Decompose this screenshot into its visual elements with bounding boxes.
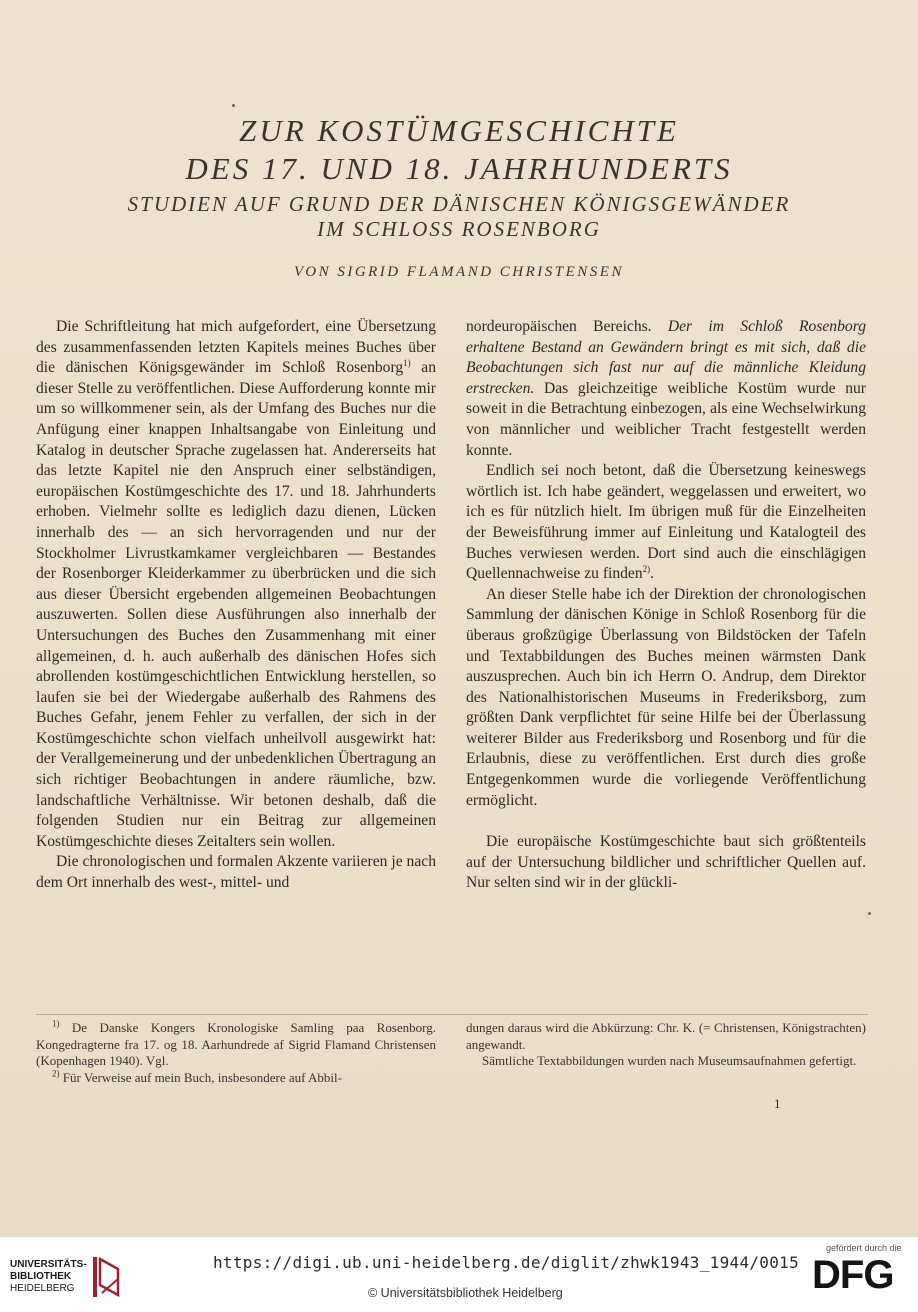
logo-line: BIBLIOTHEK xyxy=(10,1271,72,1282)
paragraph-text: Endlich sei noch betont, daß die Übersetzung keineswegs wörtlich ist. Ich habe geändert, weggelassen und erweitert, wo ich es für nützlich hielt. Im übrigen muß für die Einzelheiten der Beweisführung immer auf Einleitung und Katalogteil des Buches verwiesen werden. Dort sind auch die einschlägigen Quellennachweise zu finden xyxy=(466,462,866,583)
page-number: 1 xyxy=(774,1096,781,1111)
paragraph: Die chronologischen und formalen Akzente variieren je nach dem Ort innerhalb des west-, mittel- und xyxy=(36,853,436,892)
paragraph-text: nordeuropäischen Bereichs. xyxy=(466,318,668,335)
dfg-logo[interactable]: DFG xyxy=(812,1253,894,1297)
paragraph: An dieser Stelle habe ich der Direktion der chronologischen Sammlung der dänischen Könige in Schloß Rosenborg für die überaus großzügige Überlassung von Bildstöcken der Tafeln und Textabbildungen des Buches meinen wärmsten Dank auszusprechen. Auch bin ich Herrn O. Andrup, dem Direktor des Nationalhistorischen Museums in Frederiksborg, zum größten Dank verpflichtet für seine Hilfe bei der Überlassung weiterer Bilder aus Frederiksborg und Rosenborg und für die Erlaubnis, diese zu veröffentlichen. Erst durch dies große Entgegenkommen wurde die vorliegende Veröffentlichung ermöglicht. xyxy=(466,585,866,809)
paragraph xyxy=(466,317,866,461)
footnote-ref-2: 2) xyxy=(642,563,651,574)
library-logo[interactable] xyxy=(10,1259,87,1295)
paragraph-text: Die Schriftleitung hat mich aufgefordert, eine Übersetzung des zusammenfassenden letzten Kapitels meines Buches über die dänischen Königsgewänder im Schloß Rosenborg xyxy=(36,318,436,377)
footnotes-right xyxy=(466,1020,866,1070)
footnotes-left xyxy=(36,1020,436,1086)
italic-emphasis: Der im Schloß Rosenborg erhaltene Bestand an Gewändern bringt es mit sich, daß die Beobachtungen sich fast nur auf die männliche Kleidung erstrecken. xyxy=(466,318,866,397)
footnote-mark: 1) xyxy=(52,1018,60,1029)
title-line-2: DES 17. UND 18. JAHRHUNDERTS xyxy=(185,151,733,186)
title-line-1: ZUR KOSTÜMGESCHICHTE xyxy=(239,113,679,148)
paragraph-text: Das gleichzeitige weibliche Kostüm wurde nur soweit in die Betrachtung einbezogen, als eine Wechselwirkung von männlicher und weiblicher Tracht festgestellt werden konnte. xyxy=(466,379,866,459)
footnote-1 xyxy=(36,1020,436,1070)
logo-line: HEIDELBERG xyxy=(10,1283,75,1294)
paragraph-text: . xyxy=(650,565,655,583)
viewer-footer xyxy=(0,1236,918,1312)
scan-speck xyxy=(232,104,235,107)
article-header xyxy=(0,112,918,282)
scan-speck xyxy=(868,912,871,915)
funded-by-label: gefördert durch die xyxy=(826,1243,902,1253)
footnote-2 xyxy=(36,1070,436,1087)
footnote-text: De Danske Kongers Kronologiske Samling paa Rosenborg. Kongedragterne fra 17. og 18. Aarhundrede af Sigrid Flamand Christensen (Kopenhagen 1940). Vgl. xyxy=(36,1020,436,1068)
right-column xyxy=(466,317,866,894)
paragraph xyxy=(36,317,436,852)
author-line: VON SIGRID FLAMAND CHRISTENSEN xyxy=(294,264,624,280)
subtitle-line-2: IM SCHLOSS ROSENBORG xyxy=(317,217,601,241)
footnote-ref-1: 1) xyxy=(403,358,411,368)
paragraph: Die europäische Kostümgeschichte baut sich größtenteils auf der Untersuchung bildlicher und schriftlicher Quellen auf. Nur selten sind wir in der glückli- xyxy=(466,833,866,892)
footnote-continuation: dungen daraus wird die Abkürzung: Chr. K. (= Christensen, Königstrachten) angewandt. xyxy=(466,1020,866,1052)
footnote-text: Für Verweise auf mein Buch, insbesondere auf Abbil- xyxy=(59,1069,342,1085)
library-emblem-icon xyxy=(92,1255,122,1299)
footnote-note: Sämtliche Textabbildungen wurden nach Museumsaufnahmen gefertigt. xyxy=(482,1053,857,1068)
left-column xyxy=(36,317,436,894)
subtitle-line-1: STUDIEN AUF GRUND DER DÄNISCHEN KÖNIGSGEWÄNDER xyxy=(127,192,791,216)
footnote-mark: 2) xyxy=(52,1068,60,1079)
paragraph xyxy=(466,461,866,585)
paragraph-text: an dieser Stelle zu veröffentlichen. Diese Aufforderung konnte mir um so willkommener sein, als der Umfang des Buches nur die Anfügung einer knappen Inhaltsangabe von Einleitung und Katalog in deutscher Sprache zugelassen hat. Andererseits hat das letzte Kapitel nie den Anspruch einer selbständigen, europäischen Kostümgeschichte des 17. und 18. Jahrhunderts erhoben. Vielmehr sollte es lediglich dazu dienen, Lücken innerhalb des — an sich hervorragenden und nur der Stockholmer Livrustkamkamer vergleichbaren — Bestandes der Rosenborger Kleiderkammer zu überbrücken und die sich aus dieser Übersicht ergebenden allgemeinen Beobachtungen auszuwerten. Sollen diese Ausführungen also innerhalb der Untersuchungen des Buches den Zusammenhang mit einer allgemeinen, d. h. auch außerhalb des dänischen Hofes sich abrollenden kostümgeschichtlichen Entwicklung herstellen, so laufen sie bei der Wiedergabe außerhalb des Rahmens des Buches Gefahr, jenem Fehler zu verfallen, der sich in der Kostümgeschichte schon vielfach unheilvoll ausgewirkt hat: der Verallgemeinerung und der unbedenklichen Übertragung an sich richtiger Beobachtungen in andere räumliche, bzw. landschaftliche Verhältnisse. Wir betonen deshalb, daß die folgenden Studien nur ein Beitrag zur allgemeinen Kostümgeschichte dieses Zeitalters sein wollen. xyxy=(36,359,436,850)
logo-line: UNIVERSITÄTS- xyxy=(10,1259,87,1270)
copyright-notice: © Universitätsbibliothek Heidelberg xyxy=(368,1286,563,1300)
footnote-divider xyxy=(36,1014,868,1015)
permalink-url[interactable]: https://digi.ub.uni-heidelberg.de/diglit/zhwk1943_1944/0015 xyxy=(213,1253,800,1272)
